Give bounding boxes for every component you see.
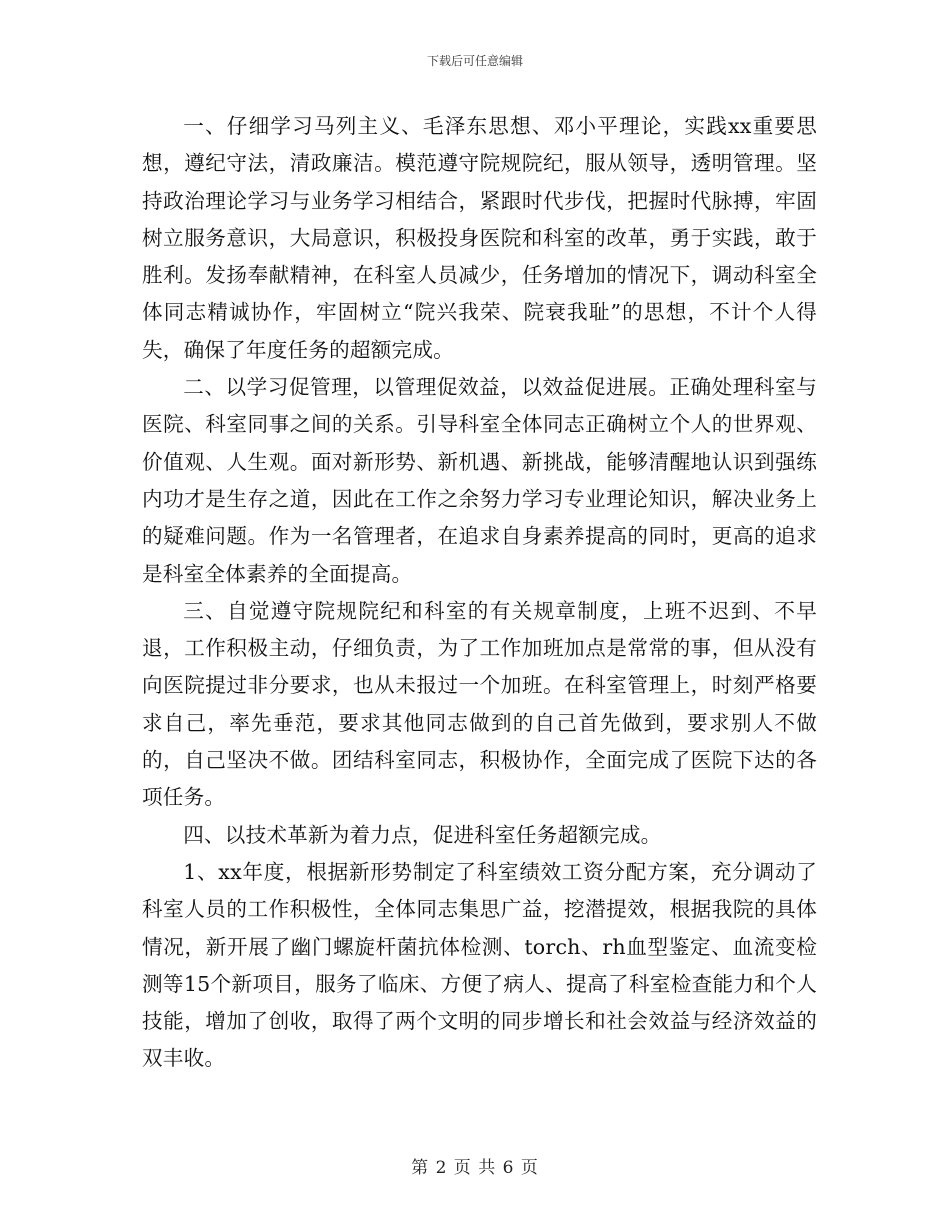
document-body: [142, 108, 817, 1078]
page-footer: 第 2 页 共 6 页: [411, 1158, 539, 1178]
paragraph-4: 四、以技术革新为着力点，促进科室任务超额完成。: [183, 822, 662, 847]
page-header: 下载后可任意编辑: [426, 54, 523, 68]
paragraph-1: 一、仔细学习马列主义、毛泽东思想、邓小平理论，实践xx重要思想，遵纪守法，清政廉洁。模范遵守院规院纪，服从领导，透明管理。坚持政治理论学习与业务学习相结合，紧跟时代步伐，把握时代脉搏，牢固树立服务意识，大局意识，积极投身医院和科室的改革，勇于实践，敢于胜利。发扬奉献精神，在科室人员减少，任务增加的情况下，调动科室全体同志精诚协作，牢固树立“院兴我荣、院衰我耻”的思想，不计个人得失，确保了年度任务的超额完成。: [142, 114, 817, 362]
paragraph-2: 二、以学习促管理，以管理促效益，以效益促进展。正确处理科室与医院、科室同事之间的关系。引导科室全体同志正确树立个人的世界观、价值观、人生观。面对新形势、新机遇、新挑战，能够清醒地认识到强练内功才是生存之道，因此在工作之余努力学习专业理论知识，解决业务上的疑难问题。作为一名管理者，在追求自身素养提高的同时，更高的追求是科室全体素养的全面提高。: [142, 375, 817, 586]
paragraph-3: 三、自觉遵守院规院纪和科室的有关规章制度，上班不迟到、不早退，工作积极主动，仔细负责，为了工作加班加点是常常的事，但从没有向医院提过非分要求，也从未报过一个加班。在科室管理上，时刻严格要求自己，率先垂范，要求其他同志做到的自己首先做到，要求别人不做的，自己坚决不做。团结科室同志，积极协作，全面完成了医院下达的各项任务。: [142, 598, 817, 810]
paragraph-5: 1、xx年度，根据新形势制定了科室绩效工资分配方案，充分调动了科室人员的工作积极性，全体同志集思广益，挖潜提效，根据我院的具体情况，新开展了幽门螺旋杆菌抗体检测、torch、rh血型鉴定、血流变检测等15个新项目，服务了临床、方便了病人、提高了科室检查能力和个人技能，增加了创收，取得了两个文明的同步增长和社会效益与经济效益的双丰收。: [142, 859, 817, 1071]
